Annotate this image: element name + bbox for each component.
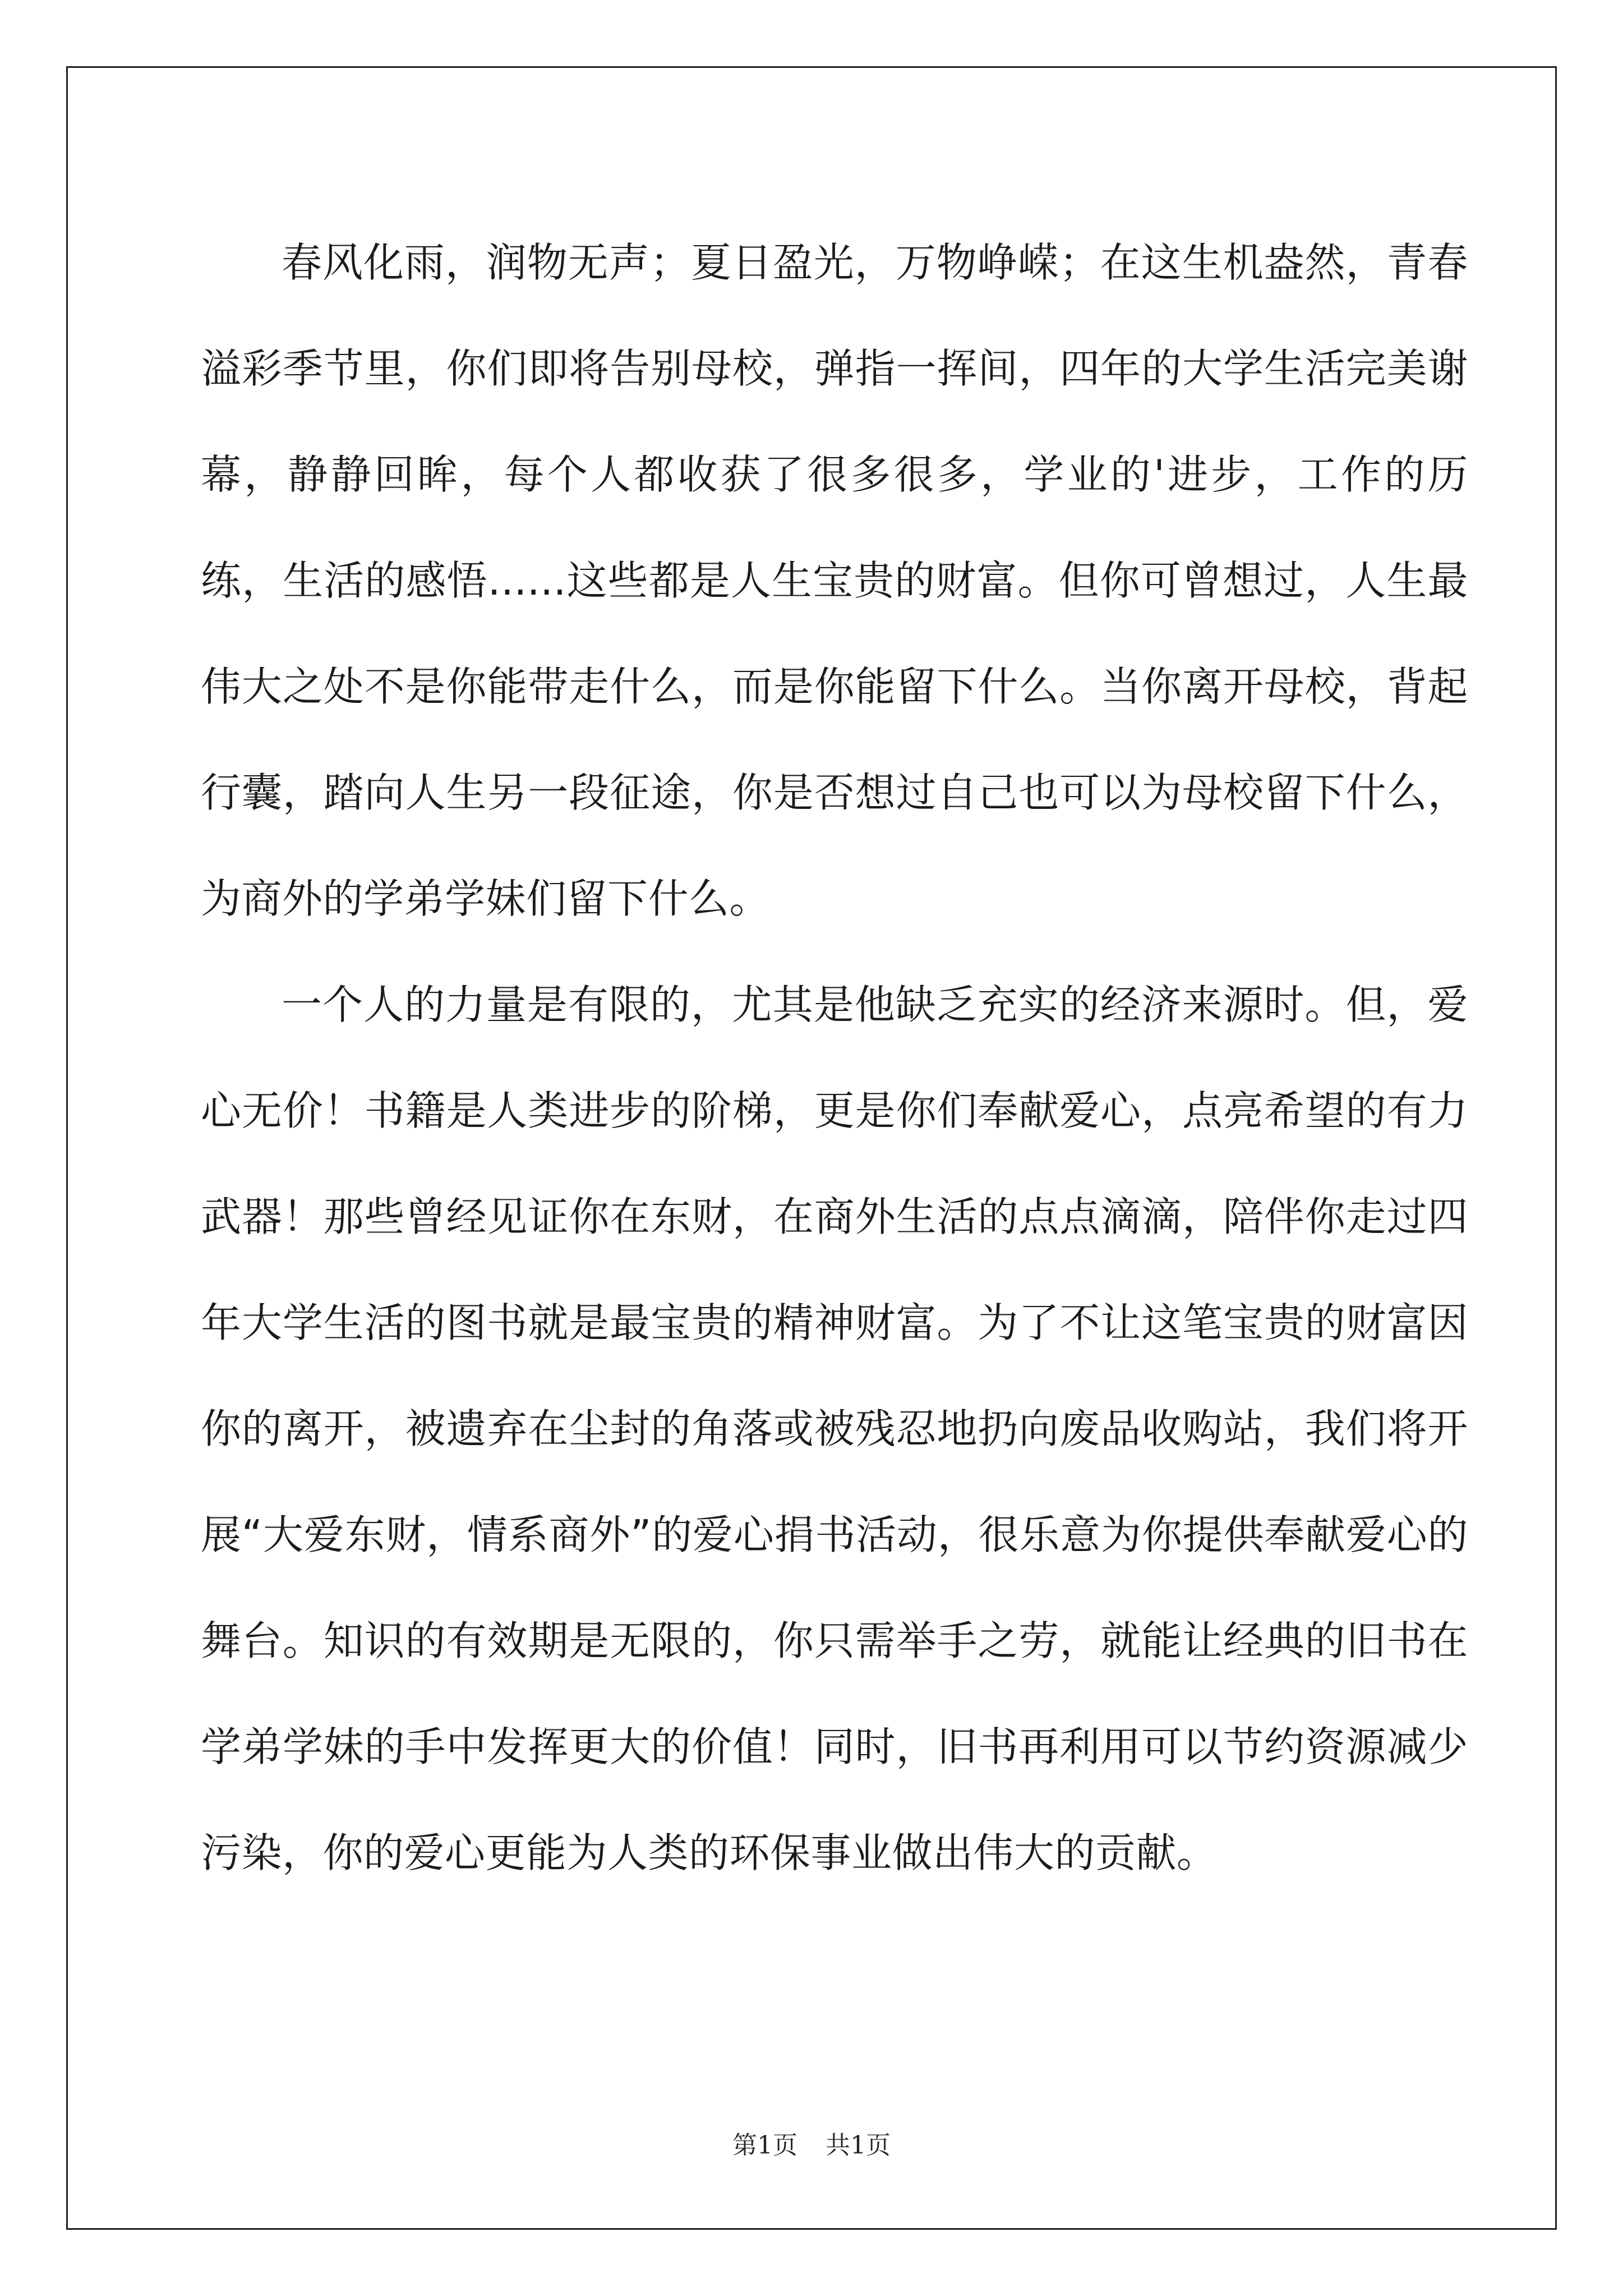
paragraph-2: 一个人的力量是有限的，尤其是他缺乏充实的经济来源时。但，爱心无价！书籍是人类进步的阶梯，更是你们奉献爱心，点亮希望的有力武器！那些曾经见证你在东财，在商外生活的点点滴滴，陪伴你走过四年大学生活的图书就是最宝贵的精神财富。为了不让这笔宝贵的财富因你的离开，被遗弃在尘封的角落或被残忍地扔向废品收购站，我们将开展“大爱东财，情系商外”的爱心捐书活动，很乐意为你提供奉献爱心的舞台。知识的有效期是无限的，你只需举手之劳，就能让经典的旧书在学弟学妹的手中发挥更大的价值！同时，旧书再利用可以节约资源减少污染，你的爱心更能为人类的环保事业做出伟大的贡献。 <box>201 981 1468 1876</box>
page-footer <box>0 2125 1623 2161</box>
document-body <box>201 210 1468 1906</box>
page-number-total: 共1页 <box>826 2131 891 2160</box>
page-number-current: 第1页 <box>732 2131 797 2160</box>
paragraph-1: 春风化雨，润物无声；夏日盈光，万物峥嵘；在这生机盎然，青春溢彩季节里，你们即将告别母校，弹指一挥间，四年的大学生活完美谢幕，静静回眸，每个人都收获了很多很多，学业的'进步，工作的历练，生活的感悟......这些都是人生宝贵的财富。但你可曾想过，人生最伟大之处不是你能带走什么，而是你能留下什么。当你离开母校，背起行囊，踏向人生另一段征途，你是否想过自己也可以为母校留下什么，为商外的学弟学妹们留下什么。 <box>201 239 1468 922</box>
